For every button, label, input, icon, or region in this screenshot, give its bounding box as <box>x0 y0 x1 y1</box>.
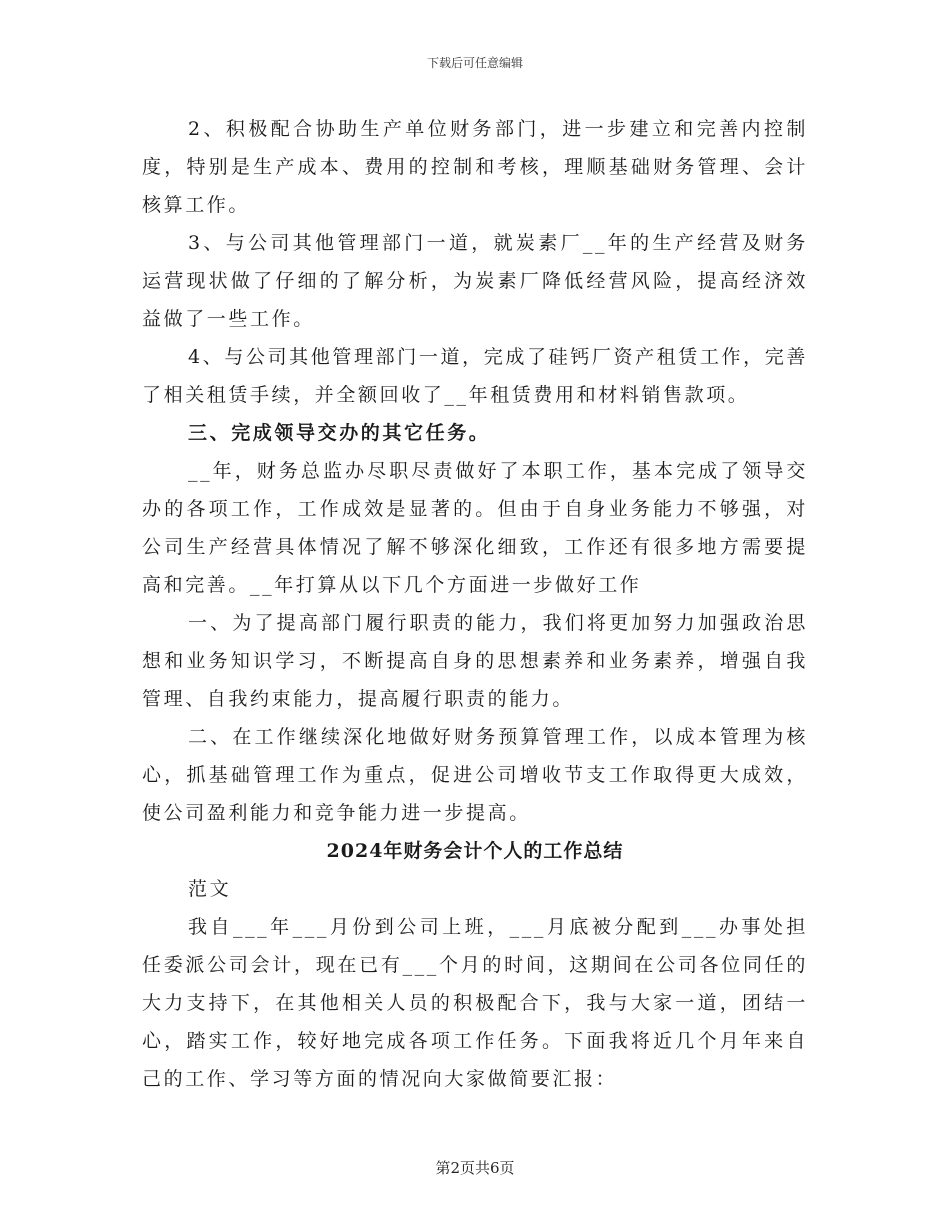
paragraph-plan-one: 一、为了提高部门履行职责的能力，我们将更加努力加强政治思想和业务知识学习，不断提高自身的思想素养和业务素养，增强自我管理、自我约束能力，提高履行职责的能力。 <box>142 612 808 710</box>
paragraph-item-3: 3、与公司其他管理部门一道，就炭素厂__年的生产经营及财务运营现状做了仔细的了解分析，为炭素厂降低经营风险，提高经济效益做了一些工作。 <box>142 232 808 330</box>
paragraph-intro: 我自___年___月份到公司上班，___月底被分配到___办事处担任委派公司会计，现在已有___个月的时间，这期间在公司各位同任的大力支持下，在其他相关人员的积极配合下，我与大家一道，团结一心，踏实工作，较好地完成各项工作任务。下面我将近几个月年来自己的工作、学习等方面的情况向大家做简要汇报： <box>142 916 808 1090</box>
document-body <box>142 110 808 1098</box>
section-heading-three: 三、完成领导交办的其它任务。 <box>188 422 491 444</box>
paragraph-sample-label: 范文 <box>188 878 232 900</box>
paragraph-item-2: 2、积极配合协助生产单位财务部门，进一步建立和完善内控制度，特别是生产成本、费用的控制和考核，理顺基础财务管理、会计核算工作。 <box>142 118 808 216</box>
page-number: 第2页共6页 <box>435 1159 515 1177</box>
document-title: 2024年财务会计个人的工作总结 <box>326 840 624 862</box>
paragraph-plan-two: 二、在工作继续深化地做好财务预算管理工作，以成本管理为核心，抓基础管理工作为重点，促进公司增收节支工作取得更大成效，使公司盈利能力和竞争能力进一步提高。 <box>142 726 808 824</box>
paragraph-summary: __年，财务总监办尽职尽责做好了本职工作，基本完成了领导交办的各项工作，工作成效是显著的。但由于自身业务能力不够强，对公司生产经营具体情况了解不够深化细致，工作还有很多地方需要提高和完善。__年打算从以下几个方面进一步做好工作 <box>142 460 808 596</box>
paragraph-item-4: 4、与公司其他管理部门一道，完成了硅钙厂资产租赁工作，完善了相关租赁手续，并全额回收了__年租赁费用和材料销售款项。 <box>142 346 808 406</box>
header-note: 下载后可任意编辑 <box>426 56 523 70</box>
